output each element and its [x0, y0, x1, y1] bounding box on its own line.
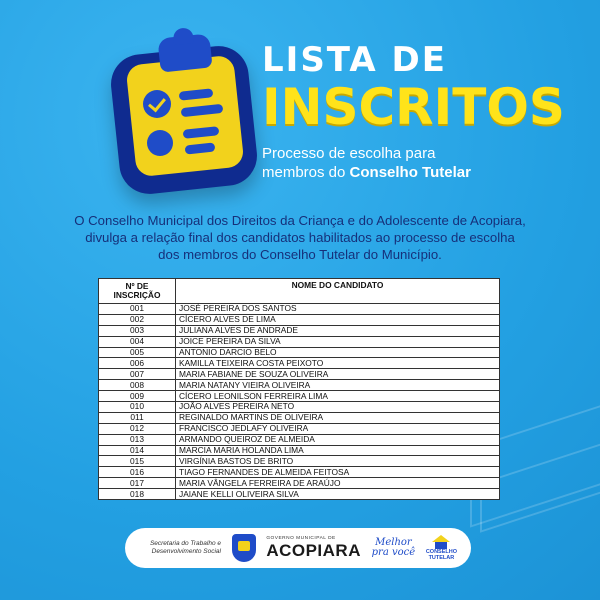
cell-inscricao: 018 [99, 489, 176, 500]
intro-line: dos membros do Conselho Tutelar do Município. [158, 247, 442, 262]
table-row [99, 347, 500, 358]
cell-nome: CÍCERO ALVES DE LIMA [176, 314, 500, 325]
cell-nome: JOSÉ PEREIRA DOS SANTOS [176, 304, 500, 315]
cell-nome: TIAGO FERNANDES DE ALMEIDA FEITOSA [176, 467, 500, 478]
intro-text [30, 212, 570, 263]
intro-line: O Conselho Municipal dos Direitos da Criança e do Adolescente de Acopiara, [74, 213, 526, 228]
cell-nome: CÍCERO LEONILSON FERREIRA LIMA [176, 391, 500, 402]
cell-nome: FRANCISCO JEDLAFY OLIVEIRA [176, 423, 500, 434]
cell-inscricao: 001 [99, 304, 176, 315]
table-row [99, 380, 500, 391]
cell-inscricao: 012 [99, 423, 176, 434]
table-row [99, 478, 500, 489]
table-row [99, 423, 500, 434]
secretaria-label [139, 540, 221, 556]
cell-inscricao: 015 [99, 456, 176, 467]
secretaria-line: Secretaria do Trabalho e [149, 540, 221, 547]
cell-inscricao: 009 [99, 391, 176, 402]
cell-inscricao: 004 [99, 336, 176, 347]
ct-line: CONSELHO [425, 549, 457, 555]
cell-inscricao: 005 [99, 347, 176, 358]
cell-inscricao: 008 [99, 380, 176, 391]
table-row [99, 304, 500, 315]
gov-big: ACOPIARA [266, 540, 361, 560]
table-row [99, 467, 500, 478]
intro-line: divulga a relação final dos candidatos habilitados ao processo de escolha [85, 230, 515, 245]
table-row [99, 445, 500, 456]
title-line-1: LISTA DE [262, 40, 447, 80]
header-inscricao [99, 279, 176, 304]
cell-nome: JAIANE KELLI OLIVEIRA SILVA [176, 489, 500, 500]
table-row [99, 402, 500, 413]
table-row [99, 336, 500, 347]
slogan-line: pra você [371, 547, 416, 558]
cell-inscricao: 002 [99, 314, 176, 325]
cell-nome: JOICE PEREIRA DA SILVA [176, 336, 500, 347]
municipal-crest-icon [232, 534, 256, 562]
slogan [372, 538, 416, 558]
secretaria-line: Desenvolvimento Social [151, 548, 221, 555]
footer-logos [125, 528, 471, 568]
table-row [99, 314, 500, 325]
cell-nome: MARIA FABIANE DE SOUZA OLIVEIRA [176, 369, 500, 380]
table-header-row [99, 279, 500, 304]
header-inscricao-l2: INSCRIÇÃO [113, 290, 161, 300]
table-row [99, 489, 500, 500]
conselho-tutelar-logo [426, 535, 457, 561]
table-row [99, 325, 500, 336]
subtitle-bold: Conselho Tutelar [349, 164, 471, 181]
header-nome: NOME DO CANDIDATO [176, 279, 500, 304]
subtitle-plain: Processo de escolha para membros do [262, 145, 436, 181]
table-row [99, 391, 500, 402]
cell-nome: MARCIA MARIA HOLANDA LIMA [176, 445, 500, 456]
table-row [99, 434, 500, 445]
cell-nome: JULIANA ALVES DE ANDRADE [176, 325, 500, 336]
ct-line: TUTELAR [428, 555, 455, 561]
cell-inscricao: 014 [99, 445, 176, 456]
slogan-line: Melhor [375, 537, 412, 548]
header-inscricao-l1: Nº DE [125, 281, 149, 291]
cell-inscricao: 016 [99, 467, 176, 478]
cell-inscricao: 010 [99, 402, 176, 413]
cell-inscricao: 007 [99, 369, 176, 380]
cell-nome: JOÃO ALVES PEREIRA NETO [176, 402, 500, 413]
cell-inscricao: 017 [99, 478, 176, 489]
cell-nome: ARMANDO QUEIROZ DE ALMEIDA [176, 434, 500, 445]
gov-small: GOVERNO MUNICIPAL DE [266, 536, 336, 542]
cell-inscricao: 011 [99, 412, 176, 423]
cell-nome: REGINALDO MARTINS DE OLIVEIRA [176, 412, 500, 423]
cell-nome: ANTONIO DARCIO BELO [176, 347, 500, 358]
gov-logo [266, 537, 361, 559]
cell-nome: MARIA VÂNGELA FERREIRA DE ARAÚJO [176, 478, 500, 489]
table-row [99, 369, 500, 380]
table-row [99, 412, 500, 423]
conselho-tutelar-house-icon [430, 535, 452, 549]
clipboard-checklist-icon [105, 28, 265, 196]
title-line-2: INSCRITOS [262, 78, 565, 136]
cell-nome: KAMILLA TEIXEIRA COSTA PEIXOTO [176, 358, 500, 369]
cell-nome: VIRGÍNIA BASTOS DE BRITO [176, 456, 500, 467]
cell-inscricao: 003 [99, 325, 176, 336]
cell-nome: MARIA NATANY VIEIRA OLIVEIRA [176, 380, 500, 391]
candidates-table [98, 278, 500, 500]
subtitle [262, 144, 502, 182]
table-row [99, 456, 500, 467]
cell-inscricao: 013 [99, 434, 176, 445]
cell-inscricao: 006 [99, 358, 176, 369]
table-row [99, 358, 500, 369]
